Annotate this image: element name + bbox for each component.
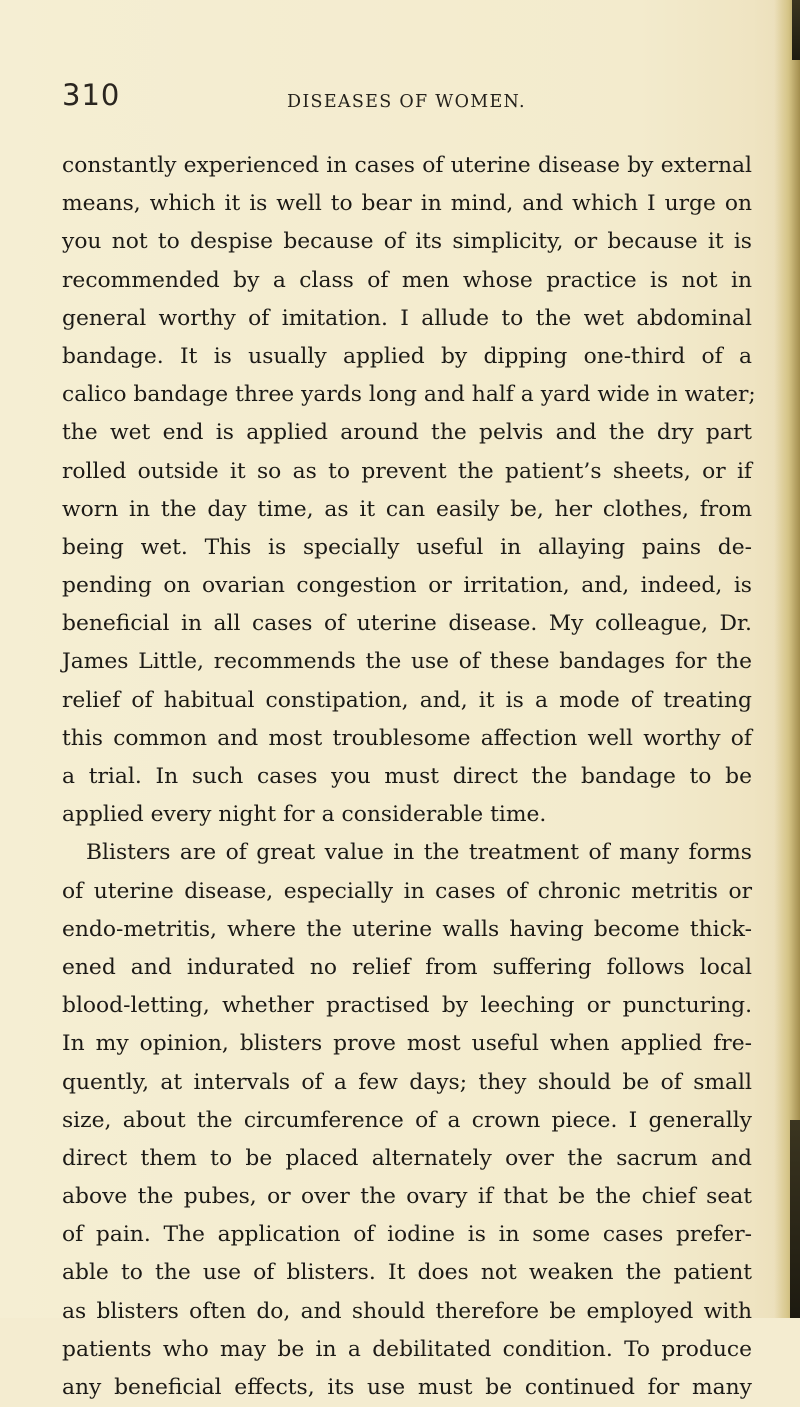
text-line: Blisters are of great value in the treatment of many forms bbox=[86, 840, 752, 866]
text-line: any beneficial effects, its use must be continued for many bbox=[62, 1375, 752, 1400]
text-line: James Little, recommends the use of these bandages for the bbox=[62, 649, 752, 675]
text-line: general worthy of imitation. I allude to the wet abdominal bbox=[62, 305, 752, 331]
text-line: rolled outside it so as to prevent the patient’s sheets, or if bbox=[62, 458, 752, 484]
text-line: as blisters often do, and should therefore be employed with bbox=[62, 1298, 752, 1324]
text-line: quently, at intervals of a few days; they should be of small bbox=[62, 1069, 752, 1095]
page-number: 310 bbox=[62, 78, 121, 112]
text-line: ened and indurated no relief from suffering follows local bbox=[62, 954, 752, 980]
text-line: constantly experienced in cases of uterine disease by external bbox=[62, 153, 752, 178]
text-line: worn in the day time, as it can easily be, her clothes, from bbox=[62, 496, 752, 522]
text-line: blood-letting, whether practised by leeching or puncturing. bbox=[62, 993, 752, 1019]
text-line: being wet. This is specially useful in allaying pains de- bbox=[62, 534, 752, 560]
text-line: means, which it is well to bear in mind, and which I urge on bbox=[62, 191, 752, 217]
text-line: bandage. It is usually applied by dipping one-third of a bbox=[62, 343, 752, 369]
text-line: of uterine disease, especially in cases of chronic metritis or bbox=[62, 878, 752, 904]
page-header bbox=[62, 78, 682, 128]
text-line: endo-metritis, where the uterine walls having become thick- bbox=[62, 916, 752, 942]
text-line: pending on ovarian congestion or irritation, and, indeed, is bbox=[62, 573, 752, 599]
text-line: above the pubes, or over the ovary if that be the chief seat bbox=[62, 1184, 752, 1210]
body-text bbox=[62, 147, 756, 1407]
text-line: this common and most troublesome affection well worthy of bbox=[62, 725, 752, 751]
running-head: DISEASES OF WOMEN. bbox=[287, 92, 526, 112]
text-line: In my opinion, blisters prove most useful when applied fre- bbox=[62, 1031, 752, 1057]
text-line: recommended by a class of men whose practice is not in bbox=[62, 267, 752, 293]
text-line: calico bandage three yards long and half a yard wide in water; bbox=[62, 382, 756, 408]
text-line: applied every night for a considerable time. bbox=[62, 802, 547, 828]
text-line: size, about the circumference of a crown piece. I generally bbox=[62, 1107, 752, 1133]
text-line: direct them to be placed alternately over the sacrum and bbox=[62, 1145, 752, 1171]
text-line: able to the use of blisters. It does not weaken the patient bbox=[62, 1260, 752, 1286]
text-line: a trial. In such cases you must direct the bandage to be bbox=[62, 764, 752, 789]
text-line: you not to despise because of its simplicity, or because it is bbox=[62, 229, 752, 255]
text-line: patients who may be in a debilitated condition. To produce bbox=[62, 1336, 752, 1362]
page-edge-dark bbox=[792, 0, 800, 60]
text-line: of pain. The application of iodine is in some cases prefer- bbox=[62, 1222, 752, 1248]
text-line: relief of habitual constipation, and, it is a mode of treating bbox=[62, 687, 752, 713]
text-line: the wet end is applied around the pelvis and the dry part bbox=[62, 420, 752, 446]
text-line: beneficial in all cases of uterine disease. My colleague, Dr. bbox=[62, 611, 752, 637]
page-edge-dark bbox=[790, 1120, 800, 1318]
